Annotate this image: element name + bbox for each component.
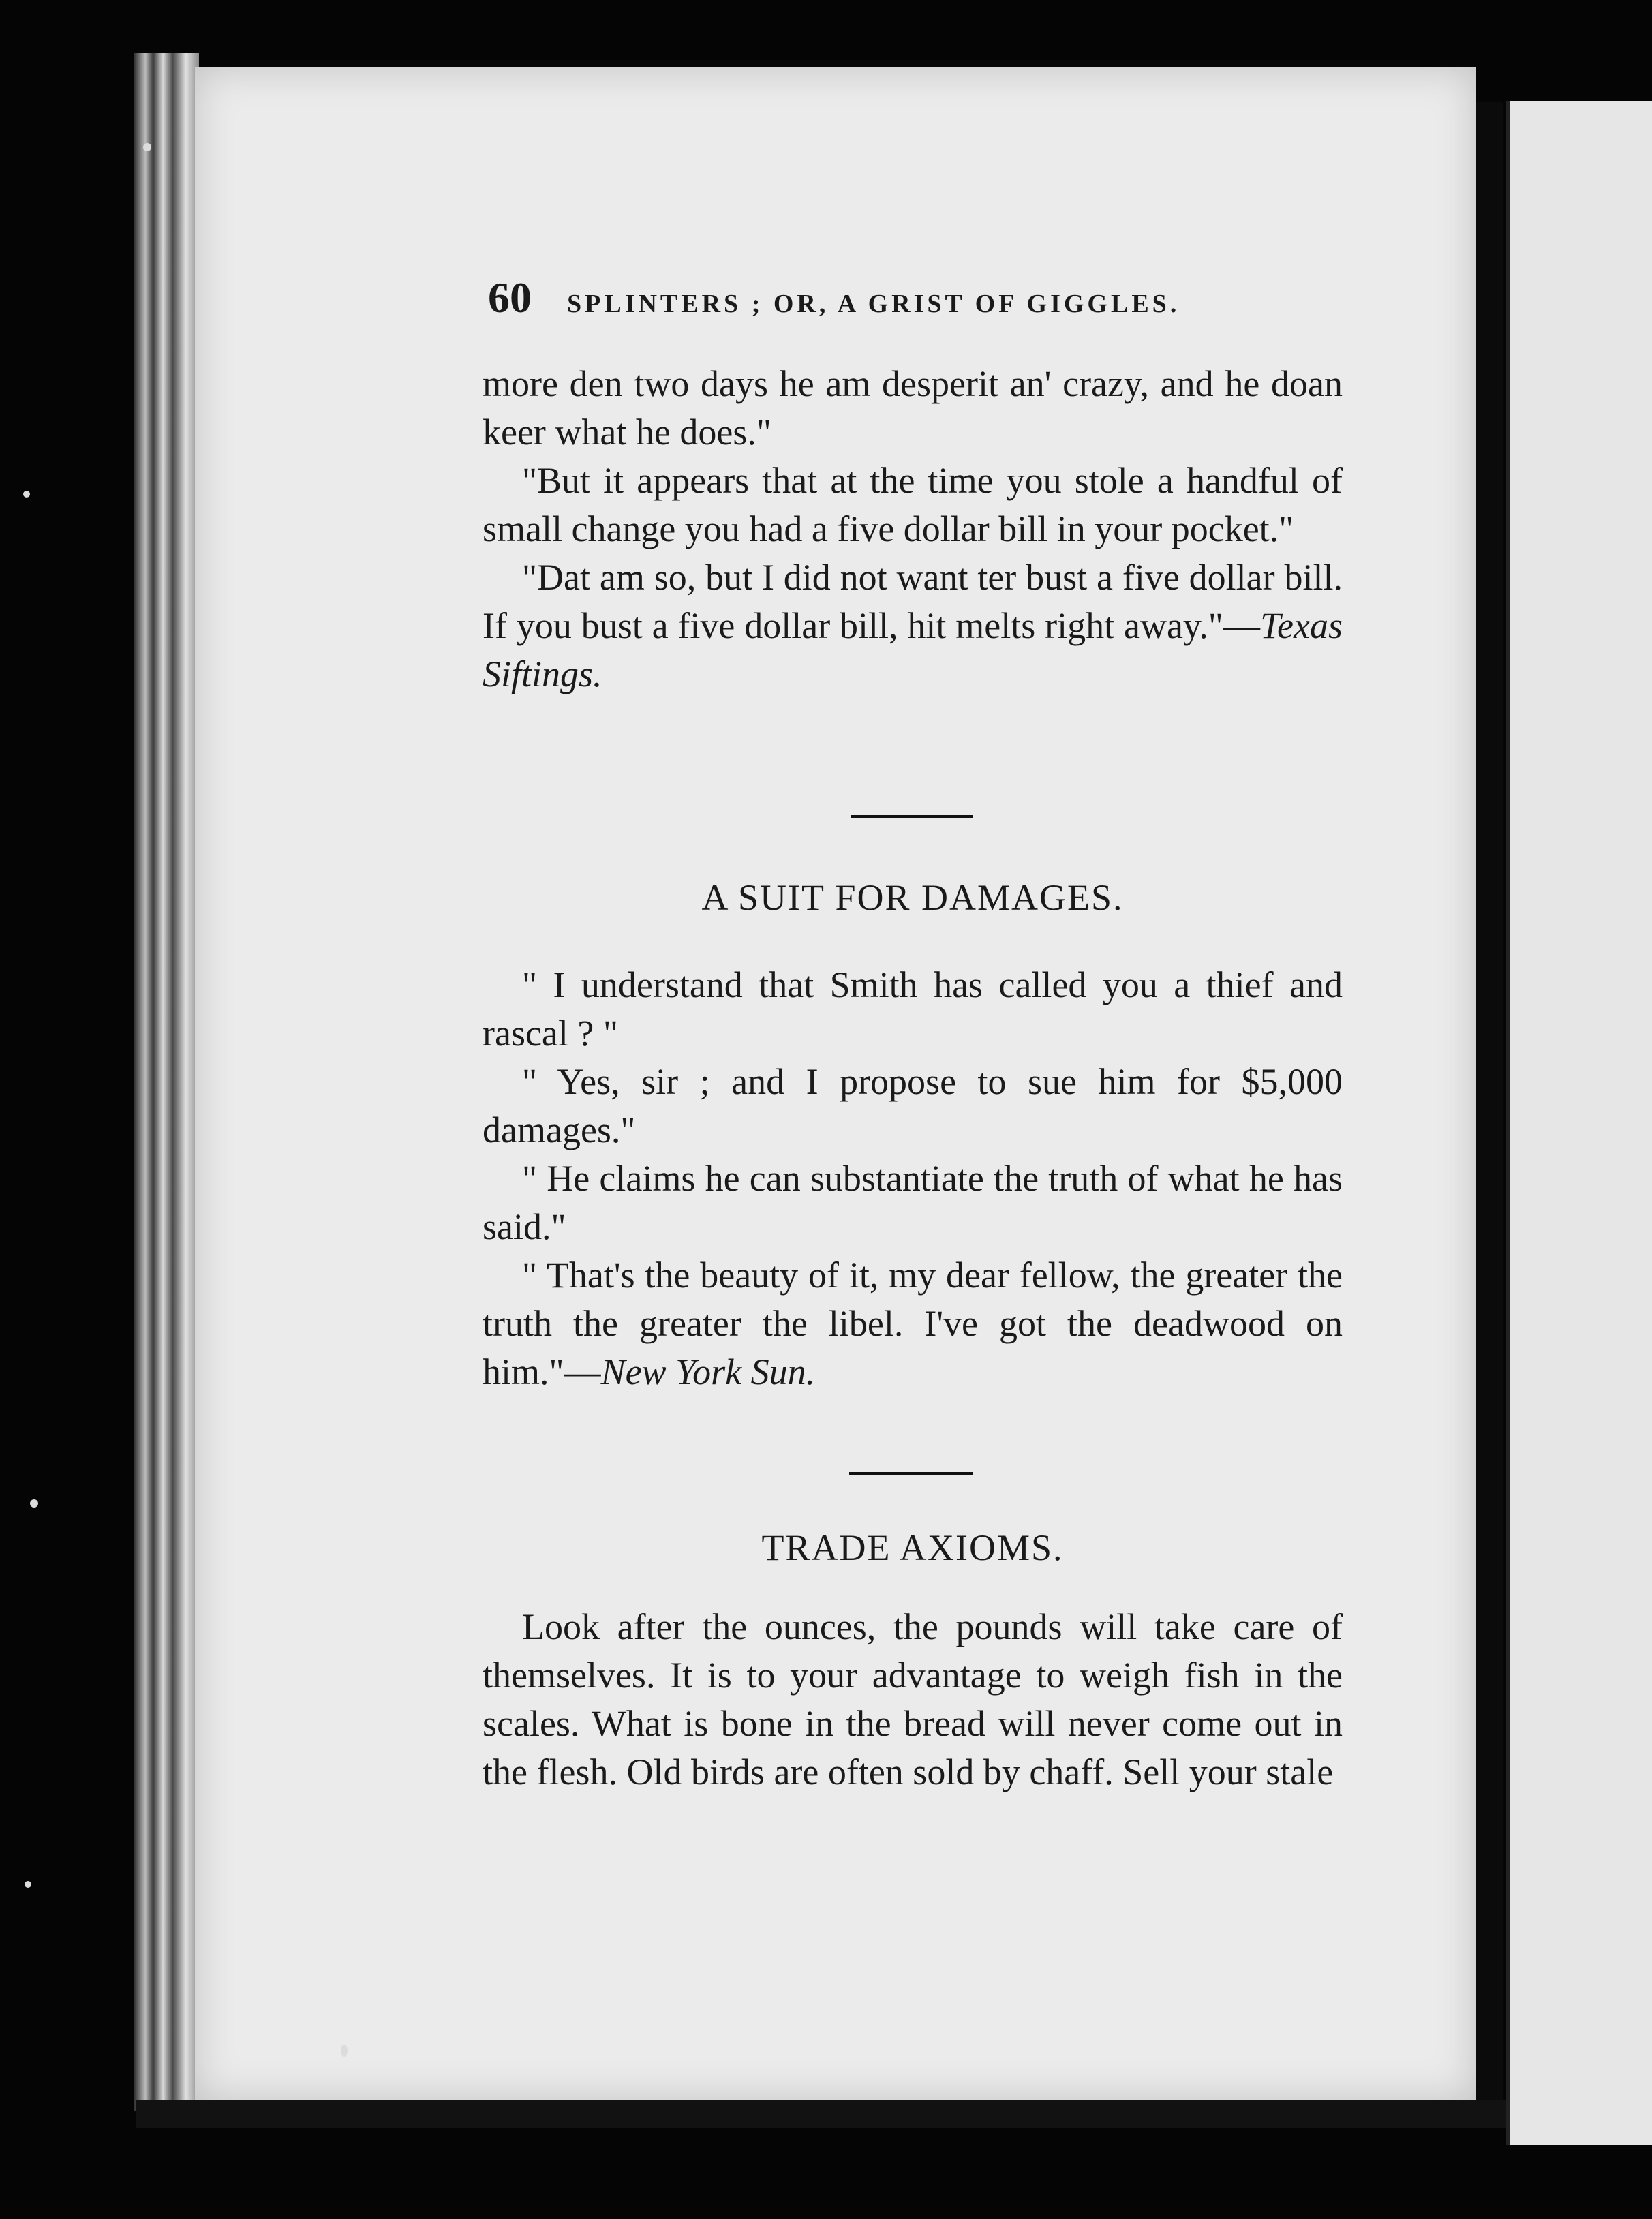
continuation-paragraph: more den two days he am desperit an' crazy, and he doan keer what he does."	[483, 363, 1343, 453]
continuation-section	[483, 360, 1343, 699]
section-divider	[851, 815, 973, 818]
dialogue-paragraph	[483, 1251, 1343, 1396]
page-bottom-edge	[136, 2100, 1506, 2128]
book-binding	[134, 53, 199, 2111]
running-head	[488, 273, 1231, 323]
trade-axioms-section	[483, 1603, 1343, 1796]
heading-trade-axioms: TRADE AXIOMS.	[761, 1527, 1064, 1568]
suit-for-damages-section	[483, 961, 1343, 1396]
dialogue-paragraph: " He claims he can substantiate the truth of what he has said."	[483, 1158, 1343, 1247]
attribution-texas-siftings: Texas Siftings.	[483, 605, 1343, 694]
dialogue-paragraph: " I understand that Smith has called you a thief and rascal ? "	[483, 964, 1343, 1054]
heading-suit-for-damages: A SUIT FOR DAMAGES.	[701, 877, 1124, 918]
page-gutter-shadow	[1476, 102, 1503, 2113]
continuation-paragraph	[483, 553, 1343, 699]
attribution-new-york-sun: New York Sun.	[600, 1351, 816, 1392]
dialogue-paragraph: " Yes, sir ; and I propose to sue him for $5,000 damages."	[483, 1061, 1343, 1150]
trade-axioms-paragraph: Look after the ounces, the pounds will take care of themselves. It is to your advantage to weigh fish in the scales. What is bone in the bread will never come out in the flesh. Old birds are often sold by chaff. Sell your stale	[483, 1606, 1343, 1792]
continuation-paragraph: "But it appears that at the time you stole a handful of small change you had a five dollar bill in your pocket."	[483, 460, 1343, 549]
continuation-quote: "Dat am so, but I did not want ter bust a five dollar bill. If you bust a five dollar bill, hit melts right away."—	[483, 557, 1343, 646]
running-head-title: SPLINTERS ; OR, A GRIST OF GIGGLES.	[567, 290, 1180, 318]
dialogue-quote: " That's the beauty of it, my dear fellow, the greater the truth the greater the libel. I've got the deadwood on him."—	[483, 1255, 1343, 1392]
section-divider	[849, 1472, 973, 1475]
page-number: 60	[488, 273, 532, 322]
facing-page-edge	[1506, 101, 1652, 2145]
